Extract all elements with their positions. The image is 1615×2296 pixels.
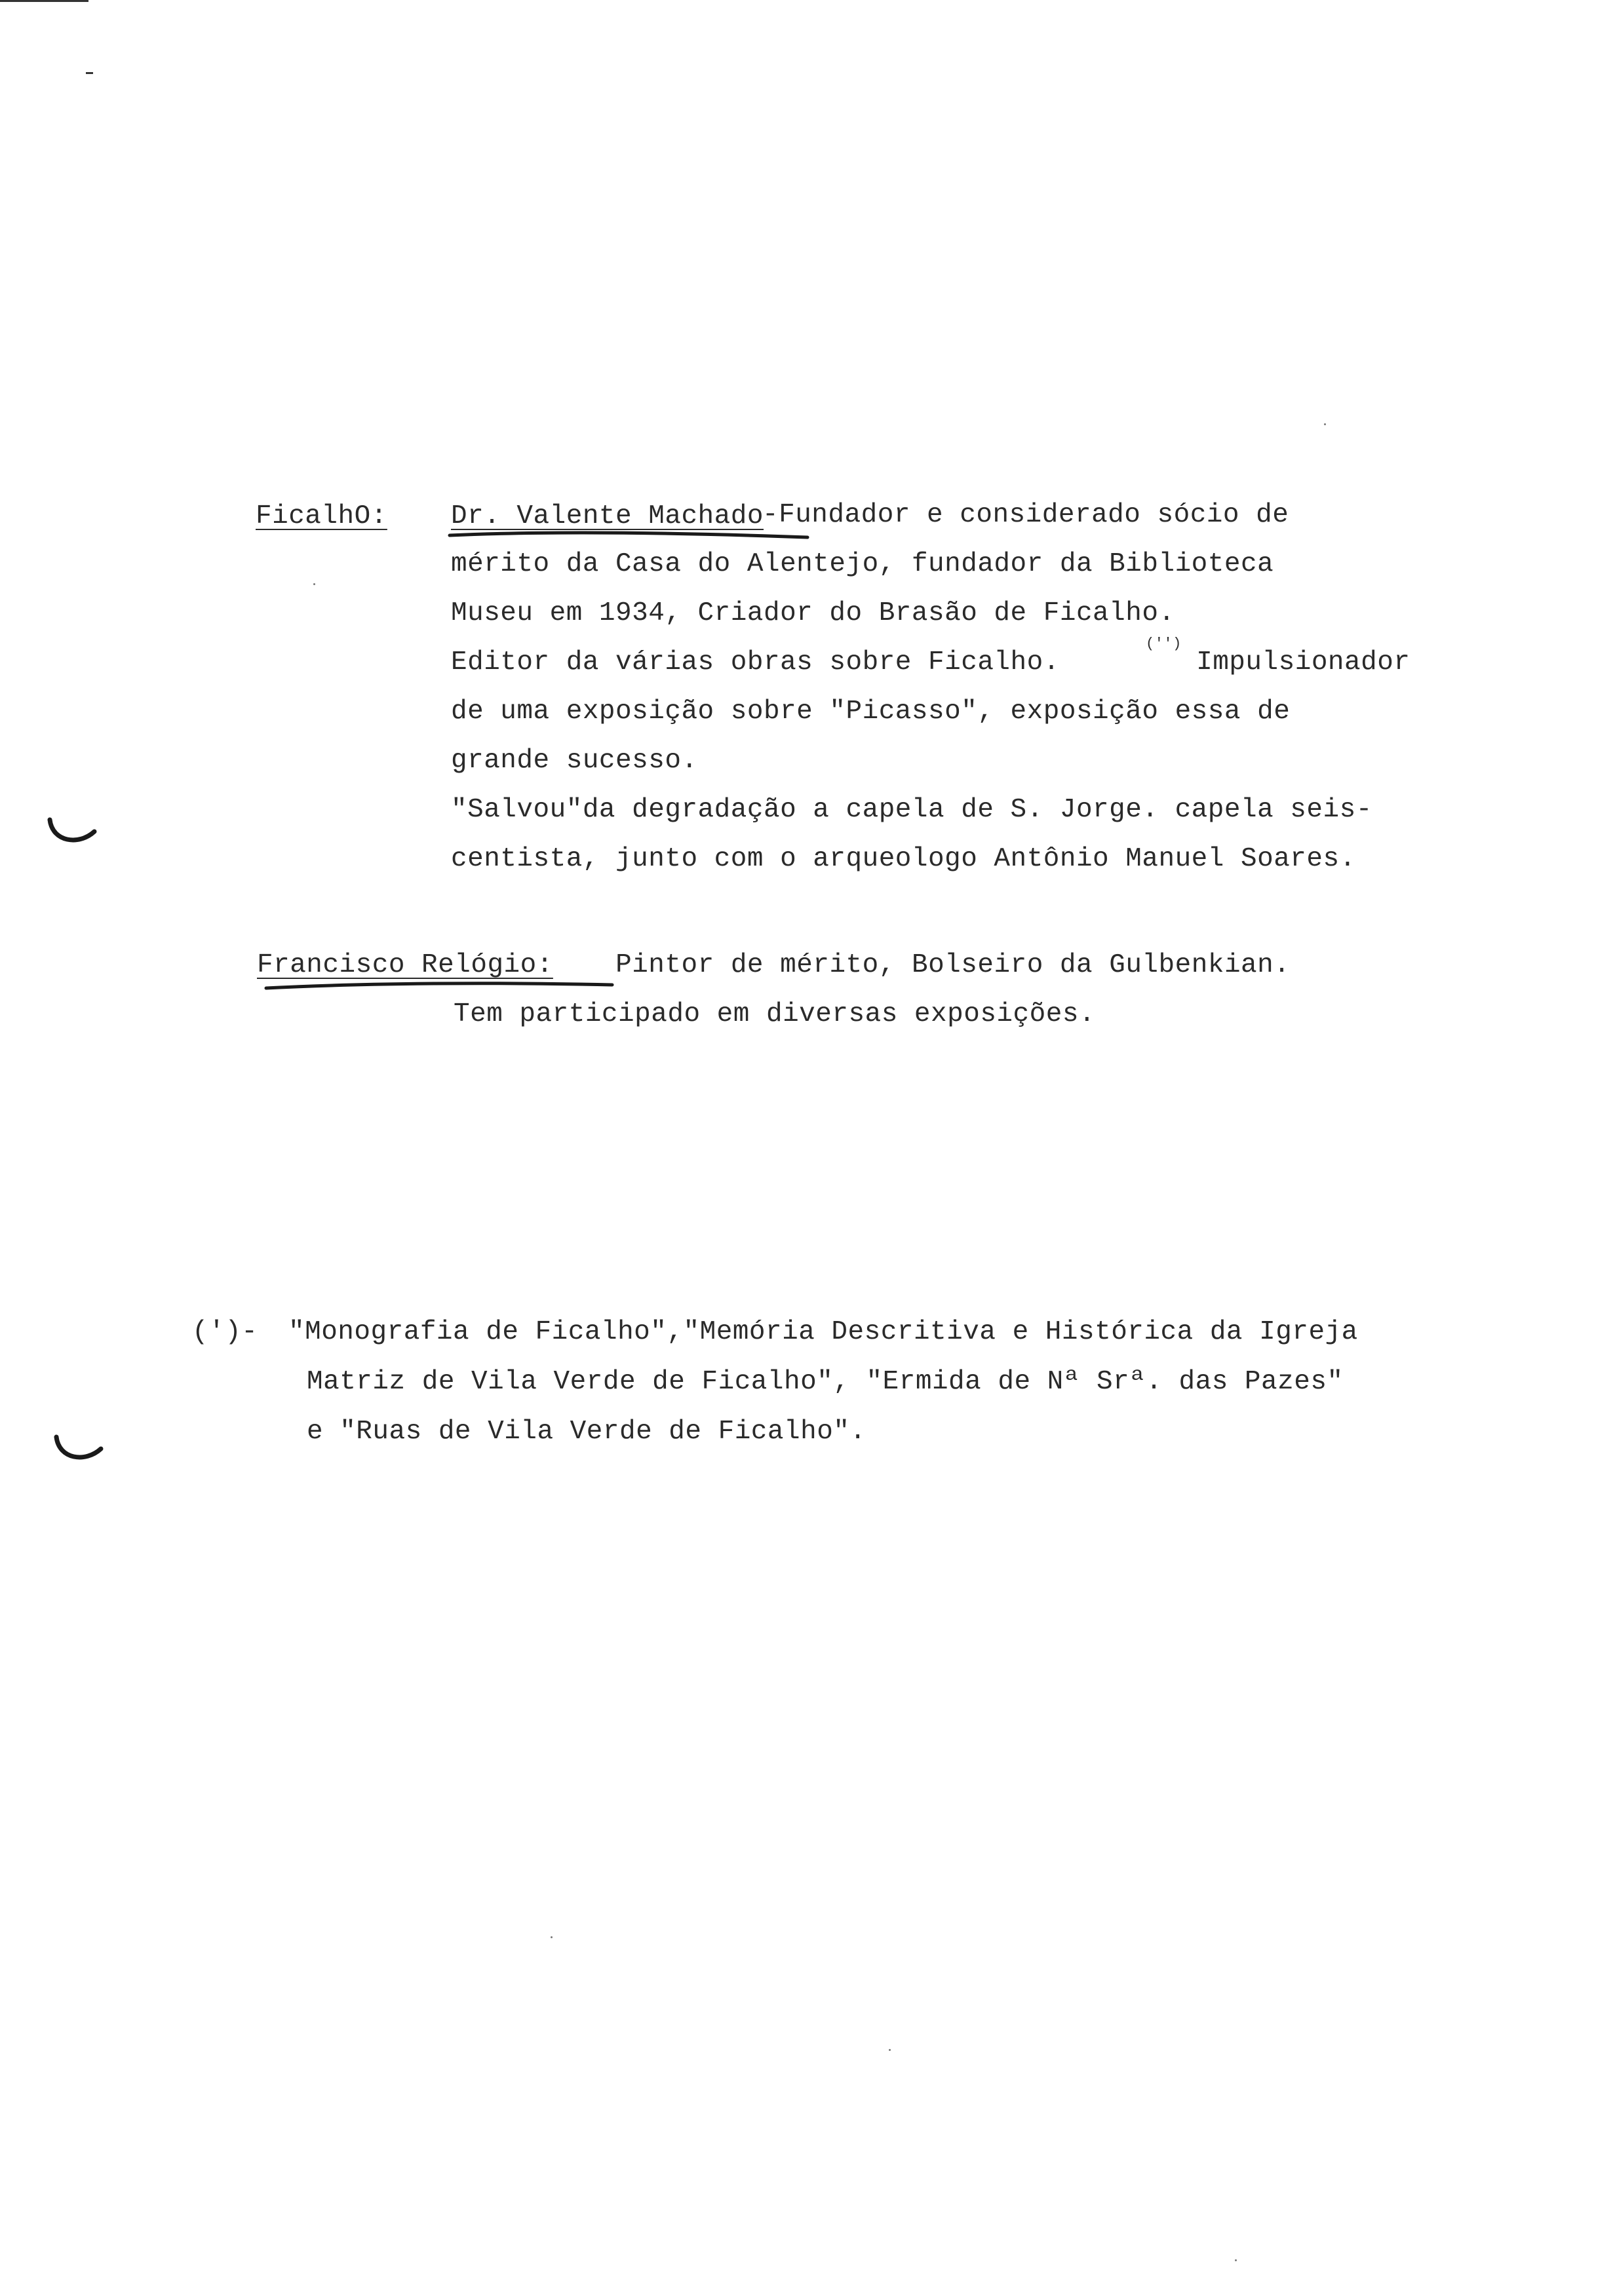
entry-1-line-6: grande sucesso. [451,746,698,776]
entry-1-line-8: centista, junto com o arqueologo Antônio Manuel Soares. [451,844,1356,874]
entry-1-line-4: Editor da várias obras sobre Ficalho. [451,647,1060,678]
entry-1-line-2: mérito da Casa do Alentejo, fundador da Biblioteca [451,549,1274,579]
handwritten-tick-mark-1 [46,816,98,849]
speck [551,1936,553,1938]
edge-line-mark [0,0,88,2]
entry-1-line-5: de uma exposição sobre "Picasso", exposição essa de [451,697,1291,727]
entry-label-ficalho: FicalhO: [256,501,387,531]
footnote-line-2: Matriz de Vila Verde de Ficalho", "Ermida de Nª Srª. das Pazes" [307,1367,1344,1397]
handwritten-tick-mark-2 [52,1433,105,1466]
entry-2-line-1: Pintor de mérito, Bolseiro da Gulbenkian. [599,950,1291,980]
speck [1235,2259,1237,2261]
speck [1324,423,1326,425]
footnote-marker: (')- [192,1317,258,1347]
speck [313,583,315,585]
entry-1-line-3: Museu em 1934, Criador do Brasão de Ficalho. [451,598,1175,628]
entry-1-line-7: "Salvou"da degradação a capela de S. Jorge. capela seis- [451,795,1372,825]
speck [889,2049,891,2051]
handwritten-underline-valente [446,529,813,543]
entry-name-francisco-relogio: Francisco Relógio: [257,950,553,980]
dash-mark [86,72,93,74]
footnote-line-1: "Monografia de Ficalho","Memória Descritiva e Histórica da Igreja [288,1317,1358,1347]
entry-1-line-4b: Impulsionador [1180,647,1411,678]
entry-1-line-1: -Fundador e considerado sócio de [762,500,1289,530]
entry-name-valente-machado: Dr. Valente Machado [451,501,764,531]
footnote-reference-mark: ('') [1146,636,1182,652]
handwritten-underline-relogio [262,979,616,993]
entry-2-line-2: Tem participado em diversas exposições. [454,999,1096,1029]
footnote-line-3: e "Ruas de Vila Verde de Ficalho". [307,1417,866,1447]
